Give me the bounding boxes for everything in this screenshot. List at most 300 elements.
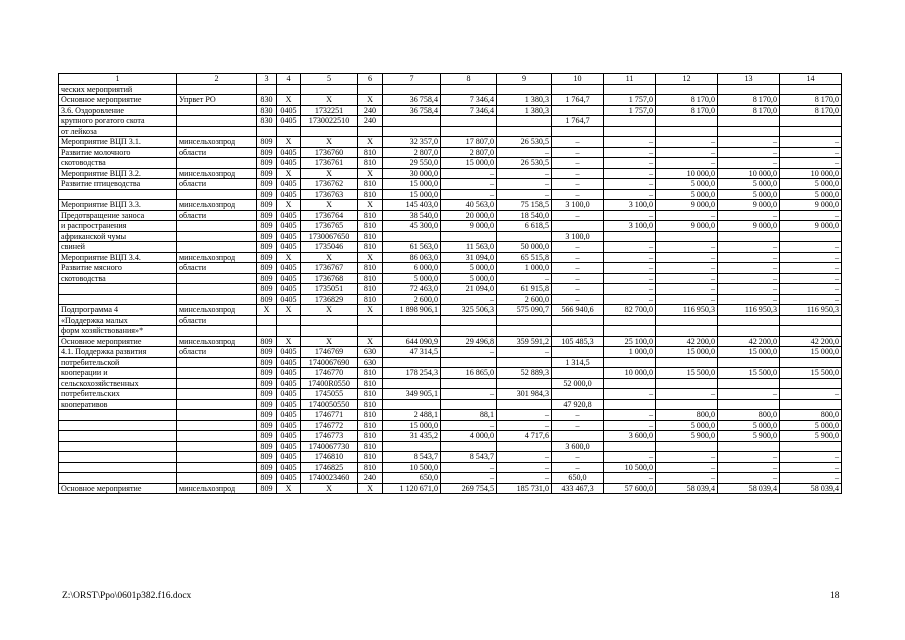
cell-year-2016 (552, 326, 604, 337)
cell-executor (177, 84, 257, 95)
cell-measure-name: сельскохозяйственных (59, 378, 177, 389)
cell-expense-type: Х (358, 252, 383, 263)
table-row (59, 263, 842, 274)
cell-year-2018: – (656, 137, 718, 148)
cell-year-2015: 18 540,0 (497, 210, 552, 221)
cell-target-code: 1740067690 (301, 357, 358, 368)
cell-year-2020: – (780, 273, 842, 284)
cell-year-2020: 8 170,0 (780, 95, 842, 106)
cell-year-2019: – (718, 210, 780, 221)
cell-year-2014 (441, 126, 497, 137)
cell-executor: минсельхозпрод (177, 336, 257, 347)
cell-year-2020: – (780, 147, 842, 158)
cell-year-2019: 15 500,0 (718, 368, 780, 379)
cell-gov-code: 830 (257, 116, 277, 127)
cell-year-2014: – (441, 389, 497, 400)
cell-target-code: 1730022510 (301, 116, 358, 127)
cell-year-2015: 6 618,5 (497, 221, 552, 232)
table-row (59, 126, 842, 137)
cell-measure-name: скотоводства (59, 158, 177, 169)
cell-year-2014 (441, 84, 497, 95)
cell-year-2017: – (604, 158, 656, 169)
cell-measure-name (59, 420, 177, 431)
cell-year-2017: 3 600,0 (604, 431, 656, 442)
cell-year-2020: 5 000,0 (780, 420, 842, 431)
cell-gov-code: 809 (257, 210, 277, 221)
cell-year-2019: 5 000,0 (718, 189, 780, 200)
cell-target-code: 1746771 (301, 410, 358, 421)
cell-year-2017 (604, 378, 656, 389)
cell-year-2018: – (656, 462, 718, 473)
cell-expense-type: 240 (358, 105, 383, 116)
cell-year-2015 (497, 399, 552, 410)
cell-year-2014: 7 346,4 (441, 95, 497, 106)
cell-measure-name (59, 294, 177, 305)
cell-target-code: 1740023460 (301, 473, 358, 484)
table-row (59, 84, 842, 95)
cell-year-2015 (497, 441, 552, 452)
cell-year-2018 (656, 399, 718, 410)
cell-expense-type: 810 (358, 378, 383, 389)
cell-year-2018: 58 039,4 (656, 483, 718, 494)
cell-year-2017: – (604, 452, 656, 463)
table-row (59, 284, 842, 295)
cell-measure-name: крупного рогатого скота (59, 116, 177, 127)
cell-target-code: 1736768 (301, 273, 358, 284)
table-row (59, 441, 842, 452)
cell-executor: области (177, 147, 257, 158)
cell-year-2017: – (604, 273, 656, 284)
cell-year-2020: 116 950,3 (780, 305, 842, 316)
cell-year-2020: 8 170,0 (780, 105, 842, 116)
cell-gov-code: 809 (257, 231, 277, 242)
cell-expense-type: 810 (358, 210, 383, 221)
cell-year-2018: – (656, 284, 718, 295)
cell-year-2017: 1 757,0 (604, 105, 656, 116)
cell-target-code: 1740067730 (301, 441, 358, 452)
cell-executor (177, 420, 257, 431)
cell-year-2014 (441, 326, 497, 337)
cell-year-2017: – (604, 263, 656, 274)
cell-gov-code: 809 (257, 431, 277, 442)
cell-year-2020: 15 000,0 (780, 347, 842, 358)
cell-gov-code: 809 (257, 378, 277, 389)
cell-executor (177, 158, 257, 169)
cell-total: 10 500,0 (383, 462, 441, 473)
cell-expense-type: 810 (358, 189, 383, 200)
cell-target-code: 1745055 (301, 389, 358, 400)
cell-section-code: 0405 (277, 273, 301, 284)
table-row (59, 410, 842, 421)
cell-year-2016: 1 314,5 (552, 357, 604, 368)
cell-year-2016: 105 485,3 (552, 336, 604, 347)
cell-year-2018 (656, 84, 718, 95)
cell-year-2017 (604, 116, 656, 127)
cell-year-2018 (656, 126, 718, 137)
table-row (59, 105, 842, 116)
cell-expense-type: 810 (358, 284, 383, 295)
cell-measure-name: кооперативов (59, 399, 177, 410)
cell-year-2015 (497, 126, 552, 137)
cell-measure-name (59, 462, 177, 473)
cell-expense-type: 810 (358, 273, 383, 284)
cell-measure-name (59, 189, 177, 200)
cell-year-2018: – (656, 389, 718, 400)
cell-year-2015 (497, 315, 552, 326)
cell-year-2020: – (780, 158, 842, 169)
cell-expense-type: 810 (358, 221, 383, 232)
cell-expense-type (358, 126, 383, 137)
table-row (59, 252, 842, 263)
cell-expense-type: 810 (358, 420, 383, 431)
cell-year-2019 (718, 116, 780, 127)
cell-measure-name (59, 473, 177, 484)
cell-gov-code: 809 (257, 179, 277, 190)
cell-year-2019: 8 170,0 (718, 95, 780, 106)
cell-total: 650,0 (383, 473, 441, 484)
cell-year-2020: – (780, 473, 842, 484)
cell-measure-name: форм хозяйствования»* (59, 326, 177, 337)
cell-measure-name (59, 410, 177, 421)
cell-executor: области (177, 347, 257, 358)
cell-total: 178 254,3 (383, 368, 441, 379)
cell-year-2017 (604, 231, 656, 242)
cell-expense-type: 810 (358, 263, 383, 274)
cell-year-2020: – (780, 210, 842, 221)
cell-year-2016: – (552, 210, 604, 221)
cell-year-2020 (780, 357, 842, 368)
cell-executor: Упрвет РО (177, 95, 257, 106)
col-header-2: 2 (177, 74, 257, 85)
cell-expense-type: 240 (358, 473, 383, 484)
col-header-6: 6 (358, 74, 383, 85)
cell-year-2020: – (780, 284, 842, 295)
cell-measure-name: скотоводства (59, 273, 177, 284)
cell-year-2019: 9 000,0 (718, 200, 780, 211)
cell-year-2014: 269 754,5 (441, 483, 497, 494)
cell-expense-type: 810 (358, 242, 383, 253)
cell-year-2020: 10 000,0 (780, 168, 842, 179)
cell-year-2015: 75 158,5 (497, 200, 552, 211)
cell-executor: минсельхозпрод (177, 483, 257, 494)
cell-section-code: 0405 (277, 452, 301, 463)
cell-year-2019 (718, 399, 780, 410)
cell-year-2015: 61 915,8 (497, 284, 552, 295)
cell-total: 644 090,9 (383, 336, 441, 347)
cell-year-2016: 3 100,0 (552, 200, 604, 211)
cell-year-2018: 15 000,0 (656, 347, 718, 358)
cell-total (383, 399, 441, 410)
cell-target-code: Х (301, 168, 358, 179)
cell-year-2017: – (604, 473, 656, 484)
cell-executor (177, 294, 257, 305)
cell-year-2014: 15 000,0 (441, 158, 497, 169)
cell-year-2017 (604, 84, 656, 95)
cell-executor (177, 473, 257, 484)
table-row (59, 137, 842, 148)
cell-year-2017: – (604, 242, 656, 253)
cell-expense-type: Х (358, 137, 383, 148)
cell-year-2016: – (552, 252, 604, 263)
cell-year-2018: 15 500,0 (656, 368, 718, 379)
cell-total (383, 315, 441, 326)
table-row (59, 95, 842, 106)
cell-year-2019: – (718, 252, 780, 263)
cell-total: 349 905,1 (383, 389, 441, 400)
cell-year-2016: – (552, 452, 604, 463)
cell-year-2019: – (718, 263, 780, 274)
col-header-8: 8 (441, 74, 497, 85)
cell-year-2015: – (497, 168, 552, 179)
cell-year-2014: 40 563,0 (441, 200, 497, 211)
cell-year-2014 (441, 378, 497, 389)
cell-section-code: Х (277, 252, 301, 263)
cell-section-code: 0405 (277, 263, 301, 274)
table-row (59, 242, 842, 253)
cell-year-2019: – (718, 147, 780, 158)
cell-target-code: 1746769 (301, 347, 358, 358)
cell-executor: области (177, 315, 257, 326)
cell-year-2016: – (552, 284, 604, 295)
cell-year-2017 (604, 399, 656, 410)
cell-expense-type: Х (358, 483, 383, 494)
cell-gov-code: 830 (257, 95, 277, 106)
cell-section-code: 0405 (277, 179, 301, 190)
cell-target-code: 1746773 (301, 431, 358, 442)
cell-year-2017: – (604, 147, 656, 158)
cell-total: 61 563,0 (383, 242, 441, 253)
cell-year-2019 (718, 315, 780, 326)
cell-gov-code: 830 (257, 105, 277, 116)
table-row (59, 147, 842, 158)
cell-section-code: 0405 (277, 420, 301, 431)
cell-year-2017: 10 500,0 (604, 462, 656, 473)
table-row (59, 158, 842, 169)
cell-target-code: 1736764 (301, 210, 358, 221)
cell-gov-code: 809 (257, 200, 277, 211)
cell-executor (177, 242, 257, 253)
cell-year-2014: 7 346,4 (441, 105, 497, 116)
cell-year-2020: – (780, 242, 842, 253)
cell-year-2020: 9 000,0 (780, 221, 842, 232)
cell-year-2015 (497, 378, 552, 389)
cell-target-code: 1736765 (301, 221, 358, 232)
cell-gov-code: 809 (257, 189, 277, 200)
cell-section-code: Х (277, 137, 301, 148)
cell-total: 2 488,1 (383, 410, 441, 421)
cell-section-code: 0405 (277, 441, 301, 452)
cell-executor (177, 389, 257, 400)
cell-year-2014: 16 865,0 (441, 368, 497, 379)
cell-year-2019: – (718, 273, 780, 284)
cell-executor (177, 431, 257, 442)
cell-year-2015: – (497, 452, 552, 463)
cell-expense-type: 810 (358, 231, 383, 242)
cell-executor (177, 231, 257, 242)
cell-year-2018 (656, 315, 718, 326)
cell-year-2019: 58 039,4 (718, 483, 780, 494)
cell-year-2014 (441, 441, 497, 452)
cell-target-code: Х (301, 252, 358, 263)
cell-expense-type: 810 (358, 147, 383, 158)
cell-year-2020 (780, 116, 842, 127)
cell-year-2015: 50 000,0 (497, 242, 552, 253)
cell-executor: области (177, 210, 257, 221)
cell-year-2016 (552, 84, 604, 95)
cell-year-2019: 10 000,0 (718, 168, 780, 179)
cell-executor (177, 368, 257, 379)
cell-year-2018: 8 170,0 (656, 95, 718, 106)
cell-gov-code: Х (257, 305, 277, 316)
cell-year-2017: – (604, 389, 656, 400)
cell-section-code: 0405 (277, 158, 301, 169)
table-row (59, 273, 842, 284)
cell-measure-name (59, 431, 177, 442)
cell-year-2018: 42 200,0 (656, 336, 718, 347)
cell-year-2016: 3 600,0 (552, 441, 604, 452)
cell-year-2014: 17 807,0 (441, 137, 497, 148)
cell-year-2020 (780, 126, 842, 137)
cell-gov-code: 809 (257, 294, 277, 305)
cell-gov-code: 809 (257, 462, 277, 473)
cell-section-code: 0405 (277, 431, 301, 442)
table-row (59, 210, 842, 221)
cell-expense-type: Х (358, 336, 383, 347)
cell-year-2017: – (604, 252, 656, 263)
cell-total: 47 314,5 (383, 347, 441, 358)
cell-measure-name: Развитие мясного (59, 263, 177, 274)
cell-year-2020 (780, 399, 842, 410)
cell-year-2019: 5 900,0 (718, 431, 780, 442)
cell-section-code: 0405 (277, 116, 301, 127)
table-row (59, 315, 842, 326)
cell-total: 15 000,0 (383, 189, 441, 200)
cell-measure-name: Основное мероприятие (59, 95, 177, 106)
cell-executor (177, 378, 257, 389)
cell-executor: области (177, 263, 257, 274)
cell-executor (177, 189, 257, 200)
cell-gov-code: 809 (257, 137, 277, 148)
cell-year-2016 (552, 368, 604, 379)
cell-gov-code: 809 (257, 158, 277, 169)
cell-year-2017: – (604, 294, 656, 305)
cell-year-2019: – (718, 473, 780, 484)
cell-expense-type: 810 (358, 441, 383, 452)
table-row (59, 399, 842, 410)
cell-year-2014 (441, 399, 497, 410)
cell-section-code: 0405 (277, 410, 301, 421)
cell-total (383, 378, 441, 389)
cell-gov-code: 809 (257, 168, 277, 179)
cell-year-2014: 2 807,0 (441, 147, 497, 158)
cell-year-2020 (780, 378, 842, 389)
cell-year-2015: 185 731,0 (497, 483, 552, 494)
cell-executor: минсельхозпрод (177, 305, 257, 316)
cell-section-code: 0405 (277, 189, 301, 200)
cell-expense-type: 810 (358, 294, 383, 305)
cell-section-code: 0405 (277, 105, 301, 116)
cell-measure-name: Мероприятие ВЦП 3.1. (59, 137, 177, 148)
cell-year-2015: 2 600,0 (497, 294, 552, 305)
cell-gov-code: 809 (257, 263, 277, 274)
cell-executor: минсельхозпрод (177, 200, 257, 211)
cell-total: 145 403,0 (383, 200, 441, 211)
cell-year-2014: – (441, 473, 497, 484)
cell-expense-type: 810 (358, 389, 383, 400)
cell-year-2017: – (604, 137, 656, 148)
cell-year-2015 (497, 326, 552, 337)
cell-year-2019 (718, 231, 780, 242)
cell-section-code: Х (277, 168, 301, 179)
cell-year-2017: 82 700,0 (604, 305, 656, 316)
cell-expense-type (358, 326, 383, 337)
table-row (59, 452, 842, 463)
cell-year-2014 (441, 231, 497, 242)
cell-executor (177, 410, 257, 421)
cell-total (383, 126, 441, 137)
cell-section-code: 0405 (277, 378, 301, 389)
cell-year-2016: – (552, 168, 604, 179)
table-row (59, 179, 842, 190)
cell-section-code: 0405 (277, 389, 301, 400)
table-header-row (59, 74, 842, 85)
cell-year-2019: – (718, 294, 780, 305)
cell-year-2019: 9 000,0 (718, 221, 780, 232)
cell-section-code: Х (277, 305, 301, 316)
cell-year-2020: 42 200,0 (780, 336, 842, 347)
cell-year-2018 (656, 378, 718, 389)
cell-year-2015: 1 000,0 (497, 263, 552, 274)
cell-year-2014 (441, 315, 497, 326)
cell-year-2018: – (656, 263, 718, 274)
cell-total: 45 300,0 (383, 221, 441, 232)
cell-measure-name: потребительской (59, 357, 177, 368)
cell-expense-type: 810 (358, 399, 383, 410)
cell-year-2015: 301 984,3 (497, 389, 552, 400)
col-header-13: 13 (718, 74, 780, 85)
cell-year-2020: 58 039,4 (780, 483, 842, 494)
cell-measure-name: от лейкоза (59, 126, 177, 137)
cell-year-2016 (552, 431, 604, 442)
cell-section-code: 0405 (277, 368, 301, 379)
cell-gov-code: 809 (257, 410, 277, 421)
cell-gov-code: 809 (257, 399, 277, 410)
cell-year-2014: – (441, 462, 497, 473)
cell-total: 29 550,0 (383, 158, 441, 169)
cell-total: 36 758,4 (383, 105, 441, 116)
cell-total (383, 441, 441, 452)
cell-section-code: 0405 (277, 242, 301, 253)
cell-target-code: 1740050550 (301, 399, 358, 410)
cell-target-code: 1746770 (301, 368, 358, 379)
cell-executor (177, 126, 257, 137)
cell-year-2015 (497, 84, 552, 95)
cell-target-code: 1746772 (301, 420, 358, 431)
cell-expense-type (358, 315, 383, 326)
cell-total: 32 357,0 (383, 137, 441, 148)
cell-year-2017: – (604, 420, 656, 431)
cell-expense-type: 810 (358, 431, 383, 442)
cell-section-code: 0405 (277, 357, 301, 368)
cell-year-2018: – (656, 242, 718, 253)
table-row (59, 431, 842, 442)
cell-year-2016 (552, 126, 604, 137)
cell-expense-type: Х (358, 305, 383, 316)
cell-year-2018: – (656, 273, 718, 284)
cell-target-code (301, 315, 358, 326)
cell-year-2014: 20 000,0 (441, 210, 497, 221)
cell-year-2016: 1 764,7 (552, 95, 604, 106)
